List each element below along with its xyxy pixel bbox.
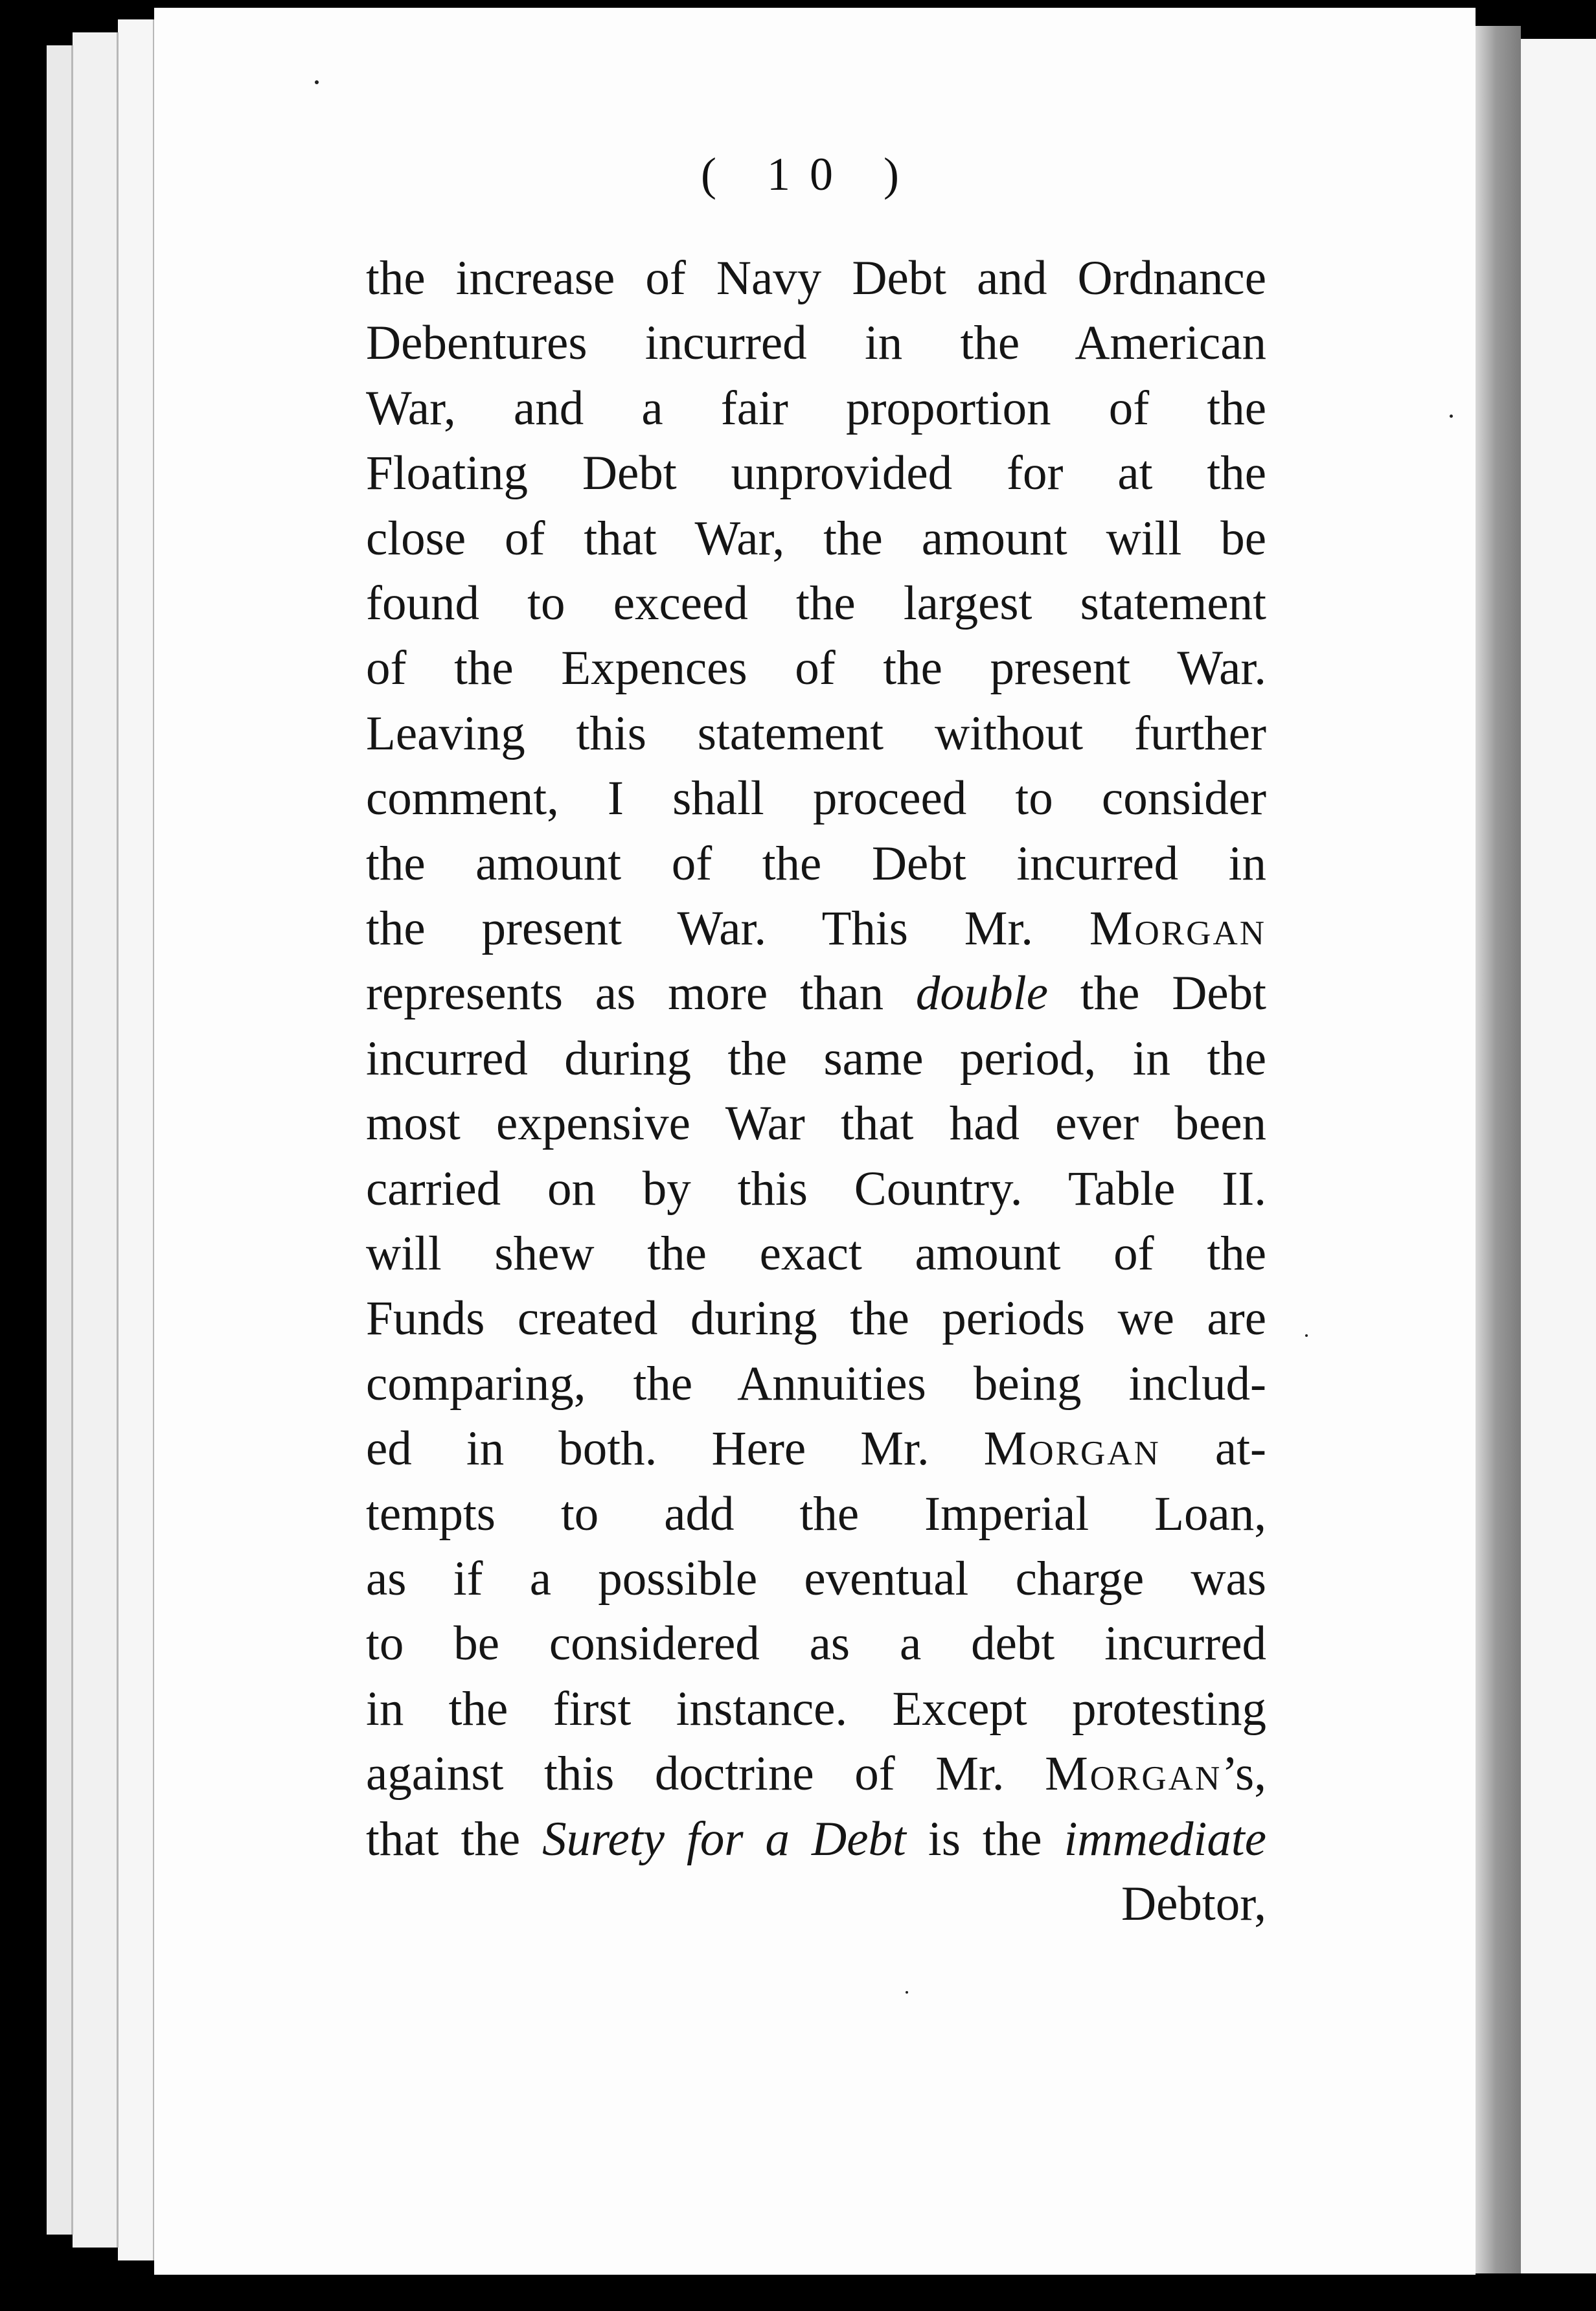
text-run: Morgan bbox=[1089, 902, 1266, 955]
text-line bbox=[366, 1417, 1266, 1481]
text-line: tempts to add the Imperial Loan, bbox=[366, 1486, 1266, 1541]
text-line bbox=[366, 1807, 1266, 1872]
text-line: incurred during the same period, in the bbox=[366, 1031, 1266, 1086]
text-line: comment, I shall proceed to consider bbox=[366, 771, 1266, 826]
text-line bbox=[366, 896, 1266, 961]
adjacent-page bbox=[1521, 39, 1596, 2273]
text-run: that the bbox=[366, 1812, 543, 1866]
text-line: the increase of Navy Debt and Ordnance bbox=[366, 251, 1266, 305]
text-run: represents as more than bbox=[366, 966, 916, 1021]
text-run: the Debt bbox=[1048, 966, 1266, 1021]
text-line bbox=[366, 961, 1266, 1026]
text-line: will shew the exact amount of the bbox=[366, 1227, 1266, 1281]
text-line: close of that War, the amount will be bbox=[366, 511, 1266, 565]
text-line: found to exceed the largest statement bbox=[366, 576, 1266, 630]
text-run: immediate bbox=[1064, 1812, 1266, 1866]
text-run: at- bbox=[1160, 1422, 1267, 1476]
text-run: against this doctrine of Mr. bbox=[366, 1747, 1045, 1801]
text-run: Morgan bbox=[983, 1422, 1161, 1476]
text-line bbox=[366, 1742, 1266, 1806]
page-number: ( 10 ) bbox=[701, 148, 918, 200]
page-edge-line bbox=[117, 32, 119, 2248]
text-line: comparing, the Annuities being includ- bbox=[366, 1356, 1266, 1411]
scan-speck bbox=[906, 1991, 908, 1994]
scan-speck bbox=[315, 80, 319, 84]
binding-gutter bbox=[1476, 26, 1521, 2273]
scan-speck bbox=[1305, 1334, 1308, 1337]
text-line: Debentures incurred in the American bbox=[366, 316, 1266, 370]
text-run: ed in both. Here Mr. bbox=[366, 1422, 984, 1476]
text-run: double bbox=[915, 966, 1049, 1021]
text-line: the amount of the Debt incurred in bbox=[366, 836, 1266, 891]
text-line: Floating Debt unprovided for at the bbox=[366, 446, 1266, 501]
text-run: Morgan bbox=[1045, 1747, 1222, 1801]
text-line: Funds created during the periods we are bbox=[366, 1292, 1266, 1346]
text-line: Leaving this statement without further bbox=[366, 706, 1266, 760]
text-line: as if a possible eventual charge was bbox=[366, 1552, 1266, 1606]
page-edge bbox=[47, 45, 73, 2235]
page-edge-line bbox=[71, 45, 73, 2235]
text-line: most expensive War that had ever been bbox=[366, 1097, 1266, 1151]
text-line: of the Expences of the present War. bbox=[366, 641, 1266, 696]
text-run: Surety for a Debt bbox=[542, 1812, 906, 1866]
text-run: ’s, bbox=[1222, 1747, 1266, 1801]
text-line: Debtor, bbox=[1121, 1877, 1266, 1931]
scan-speck bbox=[1450, 415, 1453, 418]
text-line: to be considered as a debt incurred bbox=[366, 1617, 1266, 1671]
text-line: carried on by this Country. Table II. bbox=[366, 1161, 1266, 1216]
text-run: is the bbox=[906, 1812, 1064, 1866]
page-edge bbox=[118, 19, 157, 2260]
text-run: the present War. This Mr. bbox=[366, 902, 1089, 955]
page-edge bbox=[73, 32, 118, 2248]
text-line: War, and a fair proportion of the bbox=[366, 381, 1266, 435]
text-line: in the first instance. Except protesting bbox=[366, 1681, 1266, 1736]
